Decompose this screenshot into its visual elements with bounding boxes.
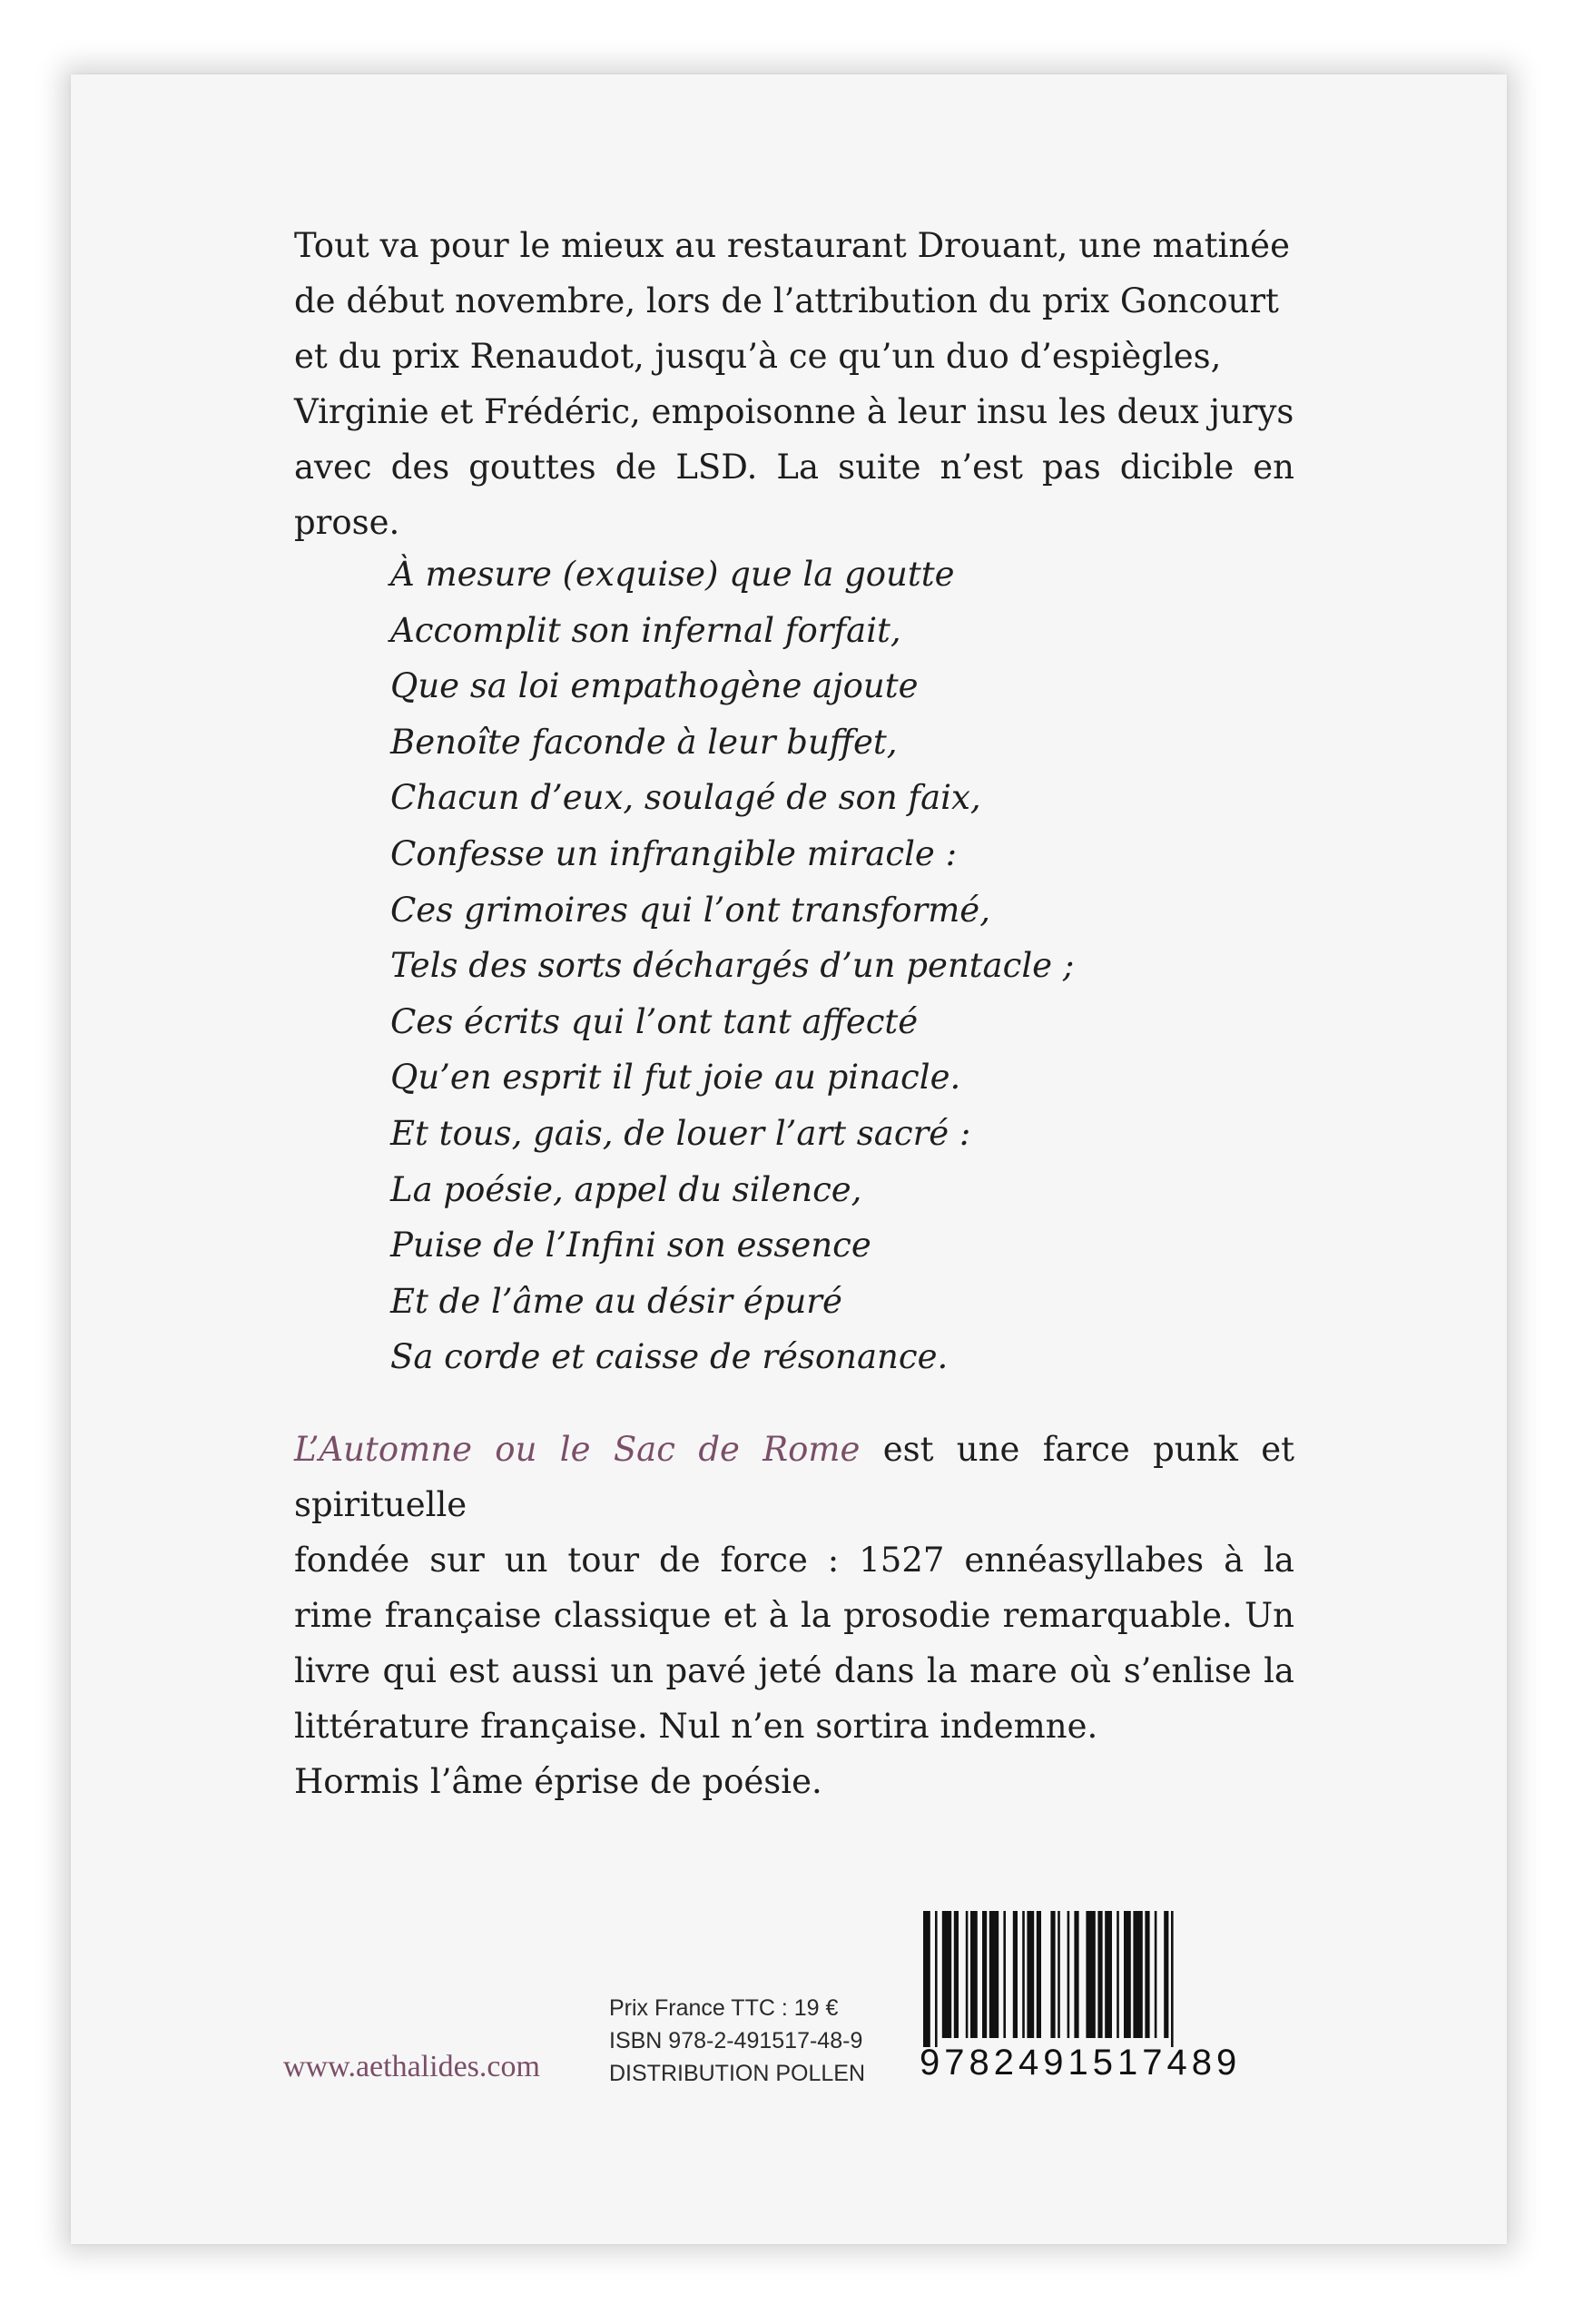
barcode-bar bbox=[1037, 1911, 1041, 2038]
poem-line: Ces grimoires qui l’ont transformé, bbox=[390, 890, 990, 930]
barcode-bar bbox=[989, 1911, 999, 2038]
barcode-bar bbox=[1171, 1911, 1174, 2047]
poem-line: Benoîte faconde à leur buffet, bbox=[390, 722, 898, 762]
poem-line: La poésie, appel du silence, bbox=[390, 1169, 862, 1209]
poem-line: Et de l’âme au désir épuré bbox=[390, 1281, 842, 1321]
barcode-bar bbox=[1105, 1911, 1112, 2038]
barcode-bar bbox=[1155, 1911, 1157, 2038]
barcode-bar bbox=[942, 1911, 951, 2038]
barcode-bar bbox=[1074, 1911, 1078, 2038]
barcode-bar bbox=[1067, 1911, 1070, 2038]
barcode-bar bbox=[1086, 1911, 1095, 2038]
isbn-label: ISBN 978-2-491517-48-9 bbox=[609, 2028, 863, 2053]
poem-line: Tels des sorts déchargés d’un pentacle ; bbox=[390, 946, 1075, 986]
summary-paragraph bbox=[294, 1422, 1294, 1809]
poem-line: Qu’en esprit il fut joie au pinacle. bbox=[390, 1058, 961, 1098]
summary-line: livre qui est aussi un pavé jeté dans la mare où s’enlise la bbox=[294, 1651, 1294, 1690]
barcode-bar bbox=[954, 1911, 959, 2038]
barcode-bar bbox=[1164, 1911, 1168, 2038]
publisher-website: www.aethalides.com bbox=[283, 2050, 540, 2083]
barcode-bar bbox=[1097, 1911, 1102, 2038]
barcode-bars-icon bbox=[920, 1911, 1251, 2047]
poem-line: Sa corde et caisse de résonance. bbox=[390, 1337, 949, 1377]
poem-line: Et tous, gais, de louer l’art sacré : bbox=[390, 1113, 971, 1153]
summary-line: rime française classique et à la prosodie remarquable. Un bbox=[294, 1596, 1294, 1635]
barcode-bar bbox=[1027, 1911, 1034, 2038]
book-title-reference: L’Automne ou le Sac de Rome bbox=[294, 1430, 861, 1469]
intro-line: avec des gouttes de LSD. La suite n’est pas dicible en prose. bbox=[294, 448, 1294, 542]
intro-line: et du prix Renaudot, jusqu’à ce qu’un duo d’espiègles, bbox=[294, 337, 1222, 376]
summary-line: fondée sur un tour de force : 1527 ennéasyllabes à la bbox=[294, 1541, 1294, 1580]
poem-line: À mesure (exquise) que la goutte bbox=[390, 555, 955, 594]
poem-excerpt bbox=[390, 547, 1207, 1385]
distribution-label: DISTRIBUTION POLLEN bbox=[609, 2061, 865, 2086]
barcode-bar bbox=[1133, 1911, 1142, 2038]
poem-line: Chacun d’eux, soulagé de son faix, bbox=[390, 778, 981, 818]
poem-line: Accomplit son infernal forfait, bbox=[390, 610, 901, 650]
barcode-bar bbox=[1058, 1911, 1060, 2038]
summary-line-text: est une farce punk et spirituelle bbox=[294, 1430, 1294, 1524]
barcode-bar bbox=[1050, 1911, 1055, 2038]
price-label: Prix France TTC : 19 € bbox=[609, 1995, 839, 2021]
intro-line: Tout va pour le mieux au restaurant Drouant, une matinée bbox=[294, 226, 1290, 265]
publication-info bbox=[609, 1992, 865, 2090]
barcode-bar bbox=[1145, 1911, 1149, 2038]
barcode-bar bbox=[970, 1911, 978, 2038]
summary-line: littérature française. Nul n’en sortira indemne. bbox=[294, 1707, 1098, 1746]
barcode-bar bbox=[1022, 1911, 1025, 2038]
barcode-bar bbox=[1117, 1911, 1119, 2038]
barcode-bar bbox=[935, 1911, 938, 2047]
intro-line: Virginie et Frédéric, empoisonne à leur insu les deux jurys bbox=[294, 392, 1294, 431]
barcode-bar bbox=[923, 1911, 930, 2047]
poem-line: Que sa loi empathogène ajoute bbox=[390, 666, 919, 706]
poem-line: Confesse un infrangible miracle : bbox=[390, 833, 958, 873]
summary-line bbox=[294, 1422, 1294, 1532]
intro-paragraph bbox=[294, 218, 1294, 550]
book-back-cover bbox=[71, 74, 1507, 2244]
poem-line: Puise de l’Infini son essence bbox=[390, 1226, 871, 1265]
poem-line: Ces écrits qui l’ont tant affecté bbox=[390, 1001, 919, 1041]
barcode-bar bbox=[1003, 1911, 1006, 2038]
summary-line: Hormis l’âme éprise de poésie. bbox=[294, 1762, 822, 1801]
barcode-bar bbox=[982, 1911, 987, 2038]
barcode-digits: 9782491517489 bbox=[920, 2043, 1242, 2083]
intro-line: de début novembre, lors de l’attribution du prix Goncourt bbox=[294, 281, 1279, 320]
barcode-bar bbox=[1013, 1911, 1018, 2038]
barcode-bar bbox=[1124, 1911, 1131, 2038]
barcode-bar bbox=[966, 1911, 969, 2038]
